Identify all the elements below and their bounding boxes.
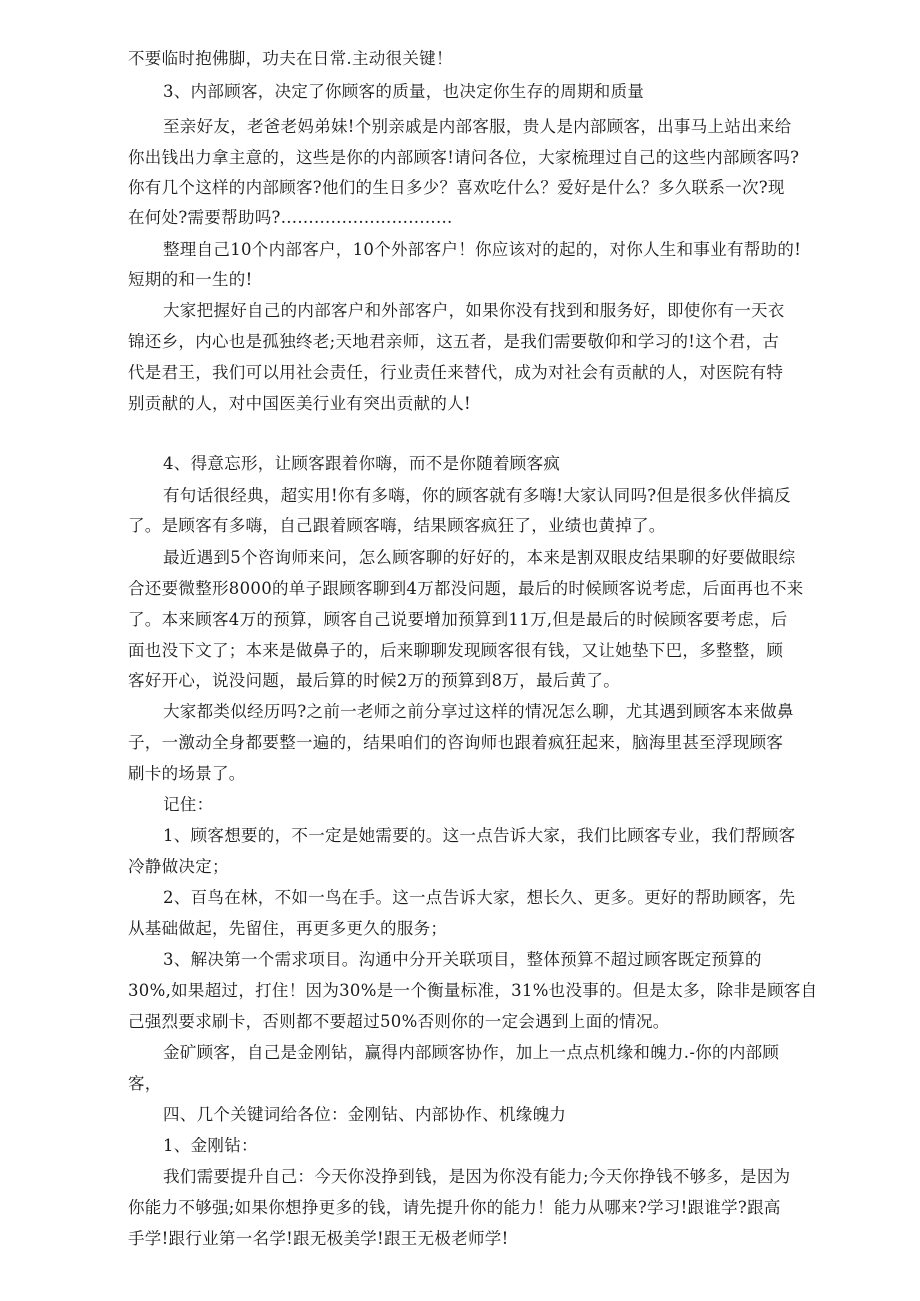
text-line: 有句话很经典，超实用!你有多嗨，你的顾客就有多嗨!大家认同吗?但是很多伙伴搞反 xyxy=(163,486,791,505)
text-line: 别贡献的人，对中国医美行业有突出贡献的人! xyxy=(128,394,471,413)
text-line: 最近遇到5个咨询师来问，怎么顾客聊的好好的，本来是割双眼皮结果聊的好要做眼综 xyxy=(163,548,796,567)
text-line: 大家把握好自己的内部客户和外部客户，如果你没有找到和服务好，即使你有一天衣 xyxy=(163,301,785,320)
text-line: 不要临时抱佛脚，功夫在日常.主动很关键！ xyxy=(128,49,453,68)
list-item-1: 1、顾客想要的，不一定是她需要的。这一点告诉大家，我们比顾客专业，我们帮顾客 xyxy=(163,826,796,845)
text-line: 你出钱出力拿主意的，这些是你的内部顾客!请问各位，大家梳理过自己的这些内部顾客吗? xyxy=(128,148,800,167)
text-line: 客， xyxy=(128,1074,162,1093)
text-line: 在何处?需要帮助吗?............................... xyxy=(128,208,453,227)
text-line: 金矿顾客，自己是金刚钻，赢得内部顾客协作，加上一点点机缘和魄力.-你的内部顾 xyxy=(163,1043,780,1062)
text-line: 短期的和一生的! xyxy=(128,270,253,289)
text-line: 冷静做决定； xyxy=(128,857,229,876)
text-line: 手学!跟行业第一名学!跟无极美学!跟王无极老师学! xyxy=(128,1229,509,1248)
text-line: 合还要微整形8000的单子跟顾客聊到4万都没问题，最后的时候顾客说考虑，后面再也不来 xyxy=(128,579,804,598)
text-line: 锦还乡，内心也是孤独终老;天地君亲师，这五者，是我们需要敬仰和学习的!这个君，古 xyxy=(128,332,780,351)
text-line: 记住： xyxy=(163,795,214,814)
subheading-diamond-drill: 1、金刚钻： xyxy=(163,1136,258,1155)
text-line: 己强烈要求刷卡，否则都不要超过50%否则你的一定会遇到上面的情况。 xyxy=(128,1012,670,1031)
text-line: 30%,如果超过，打住！因为30%是一个衡量标准，31%也没事的。但是太多，除非是顾客自 xyxy=(128,981,818,1000)
text-line: 客好开心，说没问题，最后算的时候2万的预算到8万，最后黄了。 xyxy=(128,671,620,690)
text-line: 你能力不够强;如果你想挣更多的钱，请先提升你的能力！能力从哪来?学习!跟谁学?跟高 xyxy=(128,1198,781,1217)
text-line: 大家都类似经历吗?之前一老师之前分享过这样的情况怎么聊，尤其遇到顾客本来做鼻 xyxy=(163,702,794,721)
text-line: 子，一激动全身都要整一遍的，结果咱们的咨询师也跟着疯狂起来，脑海里甚至浮现顾客 xyxy=(128,733,784,752)
text-line: 至亲好友，老爸老妈弟妹!个别亲戚是内部客服，贵人是内部顾客，出事马上站出来给 xyxy=(163,117,792,136)
text-line: 我们需要提升自己：今天你没挣到钱，是因为你没有能力;今天你挣钱不够多，是因为 xyxy=(163,1167,791,1186)
text-line: 面也没下文了；本来是做鼻子的，后来聊聊发现顾客很有钱，又让她垫下巴，多整整，顾 xyxy=(128,641,784,660)
text-line: 刷卡的场景了。 xyxy=(128,764,246,783)
text-line: 了。本来顾客4万的预算，顾客自己说要增加预算到11万,但是最后的时候顾客要考虑，后 xyxy=(128,610,788,629)
text-line: 代是君王，我们可以用社会责任，行业责任来替代，成为对社会有贡献的人，对医院有特 xyxy=(128,363,784,382)
list-item-3: 3、解决第一个需求项目。沟通中分开关联项目，整体预算不超过顾客既定预算的 xyxy=(163,950,762,969)
list-item-2: 2、百鸟在林，不如一鸟在手。这一点告诉大家，想长久、更多。更好的帮助顾客，先 xyxy=(163,888,796,907)
section-heading-keywords: 四、几个关键词给各位：金刚钻、内部协作、机缘魄力 xyxy=(163,1105,567,1124)
text-line: 了。是顾客有多嗨，自己跟着顾客嗨，结果顾客疯狂了，业绩也黄掉了。 xyxy=(128,516,666,535)
text-line: 整理自己10个内部客户，10个外部客户！你应该对的起的，对你人生和事业有帮助的! xyxy=(163,240,802,259)
section-heading-4: 4、得意忘形，让顾客跟着你嗨，而不是你随着顾客疯 xyxy=(163,454,561,473)
text-line: 你有几个这样的内部顾客?他们的生日多少？喜欢吃什么？爱好是什么？多久联系一次?现 xyxy=(128,178,785,197)
section-heading-3: 3、内部顾客，决定了你顾客的质量，也决定你生存的周期和质量 xyxy=(163,82,645,101)
text-line: 从基础做起，先留住，再更多更久的服务； xyxy=(128,919,448,938)
